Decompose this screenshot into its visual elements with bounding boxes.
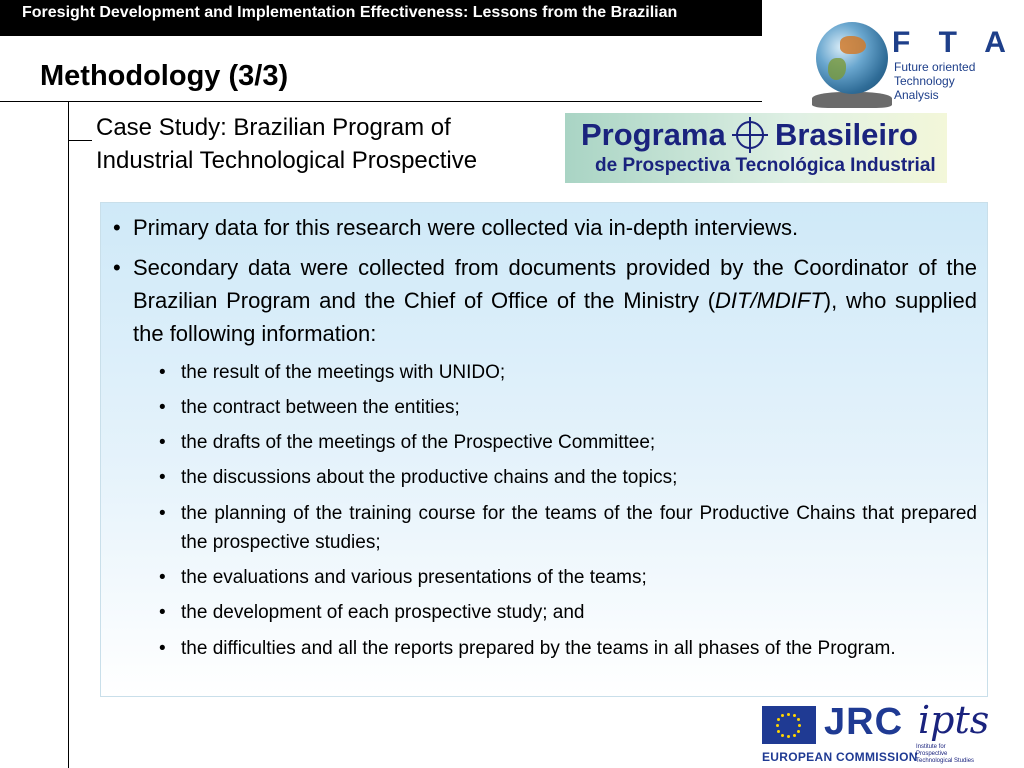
banner-text: Foresight Development and Implementation Effectiveness: Lessons from the Brazilian [22,4,678,21]
list-item-text: the planning of the training course for the teams of the four Productive Chains that prepared the prospective studies; [181,503,977,553]
bullet-dot: • [113,215,121,240]
bullet-primary-data [113,211,977,244]
program-logo-subtitle: de Prospectiva Tecnológica Industrial [595,155,936,176]
slide-title: Methodology (3/3) [40,60,289,92]
bullet-dot: • [159,397,166,418]
program-logo-title [581,117,918,153]
program-word-2: Brasileiro [774,117,918,152]
bullet-dot: • [159,602,166,623]
list-item [159,428,977,457]
ipts-line-3: Technological Studies [916,758,975,764]
bullet-text-pre: Secondary data were collected from documents provided by the Coordinator of the Brazilian Program and the Chief of Office of the Ministry ( [133,255,977,313]
list-item [159,563,977,592]
bullet-text [133,251,977,350]
list-item-text: the contract between the entities; [181,397,460,418]
bullet-dot: • [159,567,166,588]
subtitle-line-2: Industrial Technological Prospective [96,147,478,174]
programa-brasileiro-logo [565,113,947,183]
left-vertical-rule [68,101,69,768]
ipts-line-2: Prospective [916,751,948,757]
bullet-dot: • [159,638,166,659]
globe-icon [816,22,888,94]
bullet-dot: • [159,467,166,488]
fta-logo [812,20,1016,110]
crosshair-icon [736,121,764,149]
title-divider [0,101,762,102]
list-item [159,634,977,663]
list-item [159,499,977,557]
fta-line-2: Technology [894,74,955,88]
ministry-acronym: DIT/MDIFT [715,288,824,313]
jrc-european-commission-logo [762,701,918,765]
content-panel [100,202,988,697]
bullet-dot: • [113,255,121,280]
globe-pedestal [812,92,892,108]
list-item-text: the discussions about the productive chains and the topics; [181,467,678,488]
eu-flag-icon [762,706,816,744]
list-item-text: the development of each prospective study; and [181,602,585,623]
ipts-mark: ipts [918,698,990,742]
fta-line-1: Future oriented [894,60,976,74]
bullet-dot: • [159,503,166,524]
european-commission-label: EUROPEAN COMMISSION [762,750,918,764]
list-item [159,358,977,387]
list-item [159,598,977,627]
list-item [159,463,977,492]
fta-letters: F T A [892,26,1016,59]
subtitle-line-1: Case Study: Brazilian Program of [96,114,451,141]
ipts-logo [912,698,1012,768]
bullet-text-post: ), who supplied the following information: [133,288,977,346]
list-item-text: the difficulties and all the reports prepared by the teams in all phases of the Program. [181,638,896,659]
list-item-text: the result of the meetings with UNIDO; [181,362,506,383]
bullet-dot: • [159,432,166,453]
subtitle-tick [68,140,92,141]
case-study-subtitle [96,111,477,177]
fta-line-3: Analysis [894,88,939,102]
program-word-1: Programa [581,117,726,152]
list-item-text: the drafts of the meetings of the Prospective Committee; [181,432,656,453]
bullet-text: Primary data for this research were collected via in-depth interviews. [133,215,799,240]
bullet-secondary-data [113,251,977,350]
list-item [159,393,977,422]
jrc-wordmark: JRC [824,701,904,743]
header-banner [0,0,762,36]
bullet-dot: • [159,362,166,383]
ipts-line-1: Institute for [916,744,946,750]
list-item-text: the evaluations and various presentations of the teams; [181,567,647,588]
